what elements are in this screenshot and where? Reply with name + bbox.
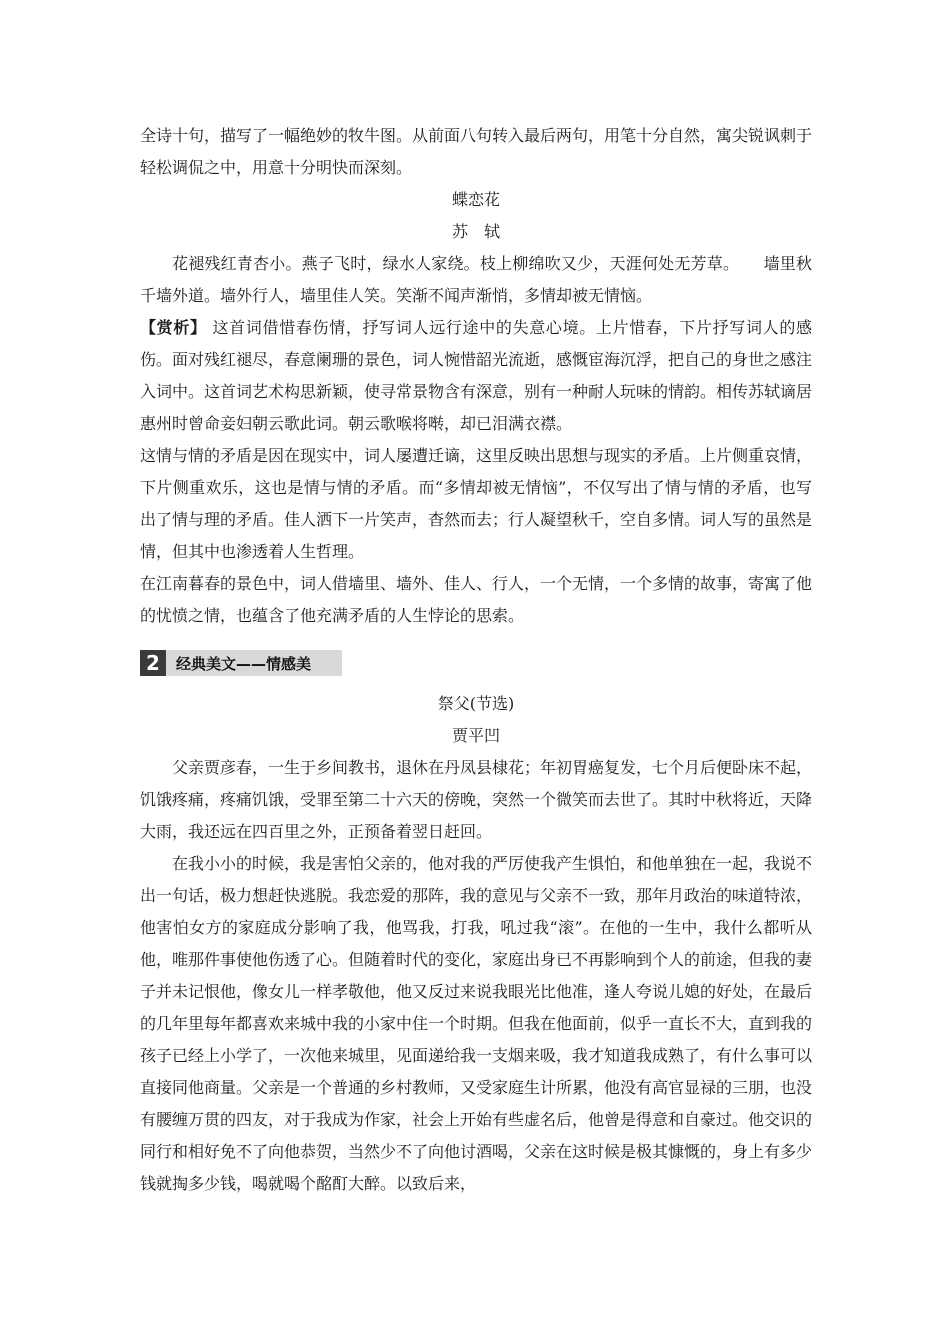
appreciation-paragraph [140,312,812,440]
section-title: 经典美文——情感美 [176,654,312,673]
appreciation-paragraph-3: 在江南暮春的景色中，词人借墙里、墙外、佳人、行人，一个无情，一个多情的故事，寄寓了他的忧愤之情，也蕴含了他充满矛盾的人生悖论的思索。 [140,574,813,625]
intro-paragraph: 全诗十句，描写了一幅绝妙的牧牛图。从前面八句转入最后两句，用笔十分自然，寓尖锐讽刺于轻松调侃之中，用意十分明快而深刻。 [140,126,813,177]
poem-author: 苏 轼 [451,222,500,241]
appreciation-text: 这首词借惜春伤情，抒写词人远行途中的失意心境。上片惜春，下片抒写词人的感伤。面对残红褪尽，春意阑珊的景色，词人惋惜韶光流逝，感慨宦海沉浮，把自己的身世之感注入词中。这首词艺术构思新颖，使寻常景物含有深意，别有一种耐人玩味的情韵。相传苏轼谪居惠州时曾命妾妇朝云歌此词。朝云歌喉将啭，却已泪满衣襟。 [140,318,813,433]
section-header [140,650,342,676]
essay-title: 祭父(节选) [437,694,515,713]
section-number: 2 [140,650,166,676]
document-page [140,120,812,1200]
essay-paragraph-2: 在我小小的时候，我是害怕父亲的，他对我的严厉使我产生惧怕，和他单独在一起，我说不出一句话，极力想赶快逃脱。我恋爱的那阵，我的意见与父亲不一致，那年月政治的味道特浓，他害怕女方的家庭成分影响了我，他骂我，打我，吼过我“滚”。在他的一生中，我什么都听从他，唯那件事使他伤透了心。但随着时代的变化，家庭出身已不再影响到个人的前途，但我的妻子并未记恨他，像女儿一样孝敬他，他又反过来说我眼光比他准，逢人夸说儿媳的好处，在最后的几年里每年都喜欢来城中我的小家中住一个时期。但我在他面前，似乎一直长不大，直到我的孩子已经上小学了，一次他来城里，见面递给我一支烟来吸，我才知道我成熟了，有什么事可以直接同他商量。父亲是一个普通的乡村教师，又受家庭生计所累，他没有高官显禄的三朋，也没有腰缠万贯的四友，对于我成为作家，社会上开始有些虚名后，他曾是得意和自豪过。他交识的同行和相好免不了向他恭贺，当然少不了向他讨酒喝，父亲在这时候是极其慷慨的，身上有多少钱就掏多少钱，喝就喝个酩酊大醉。以致后来， [140,854,813,1193]
appreciation-paragraph-2: 这情与情的矛盾是因在现实中，词人屡遭迁谪，这里反映出思想与现实的矛盾。上片侧重哀情，下片侧重欢乐，这也是情与情的矛盾。而“多情却被无情恼”，不仅写出了情与情的矛盾，也写出了情与理的矛盾。佳人洒下一片笑声，杳然而去；行人凝望秋千，空自多情。词人写的虽然是情，但其中也渗透着人生哲理。 [140,446,813,561]
poem-text: 花褪残红青杏小。燕子飞时，绿水人家绕。枝上柳绵吹又少，天涯何处无芳草。 墙里秋千墙外道。墙外行人，墙里佳人笑。笑渐不闻声渐悄，多情却被无情恼。 [140,254,812,305]
essay-author: 贾平凹 [451,726,500,745]
essay-paragraph-1: 父亲贾彦春，一生于乡间教书，退休在丹凤县棣花；年初胃癌复发，七个月后便卧床不起，饥饿疼痛，疼痛饥饿，受罪至第二十六天的傍晚，突然一个微笑而去世了。其时中秋将近，天降大雨，我还远在四百里之外，正预备着翌日赶回。 [140,758,813,841]
appreciation-tag: 【赏析】 [140,318,207,337]
poem-title: 蝶恋花 [451,190,500,209]
